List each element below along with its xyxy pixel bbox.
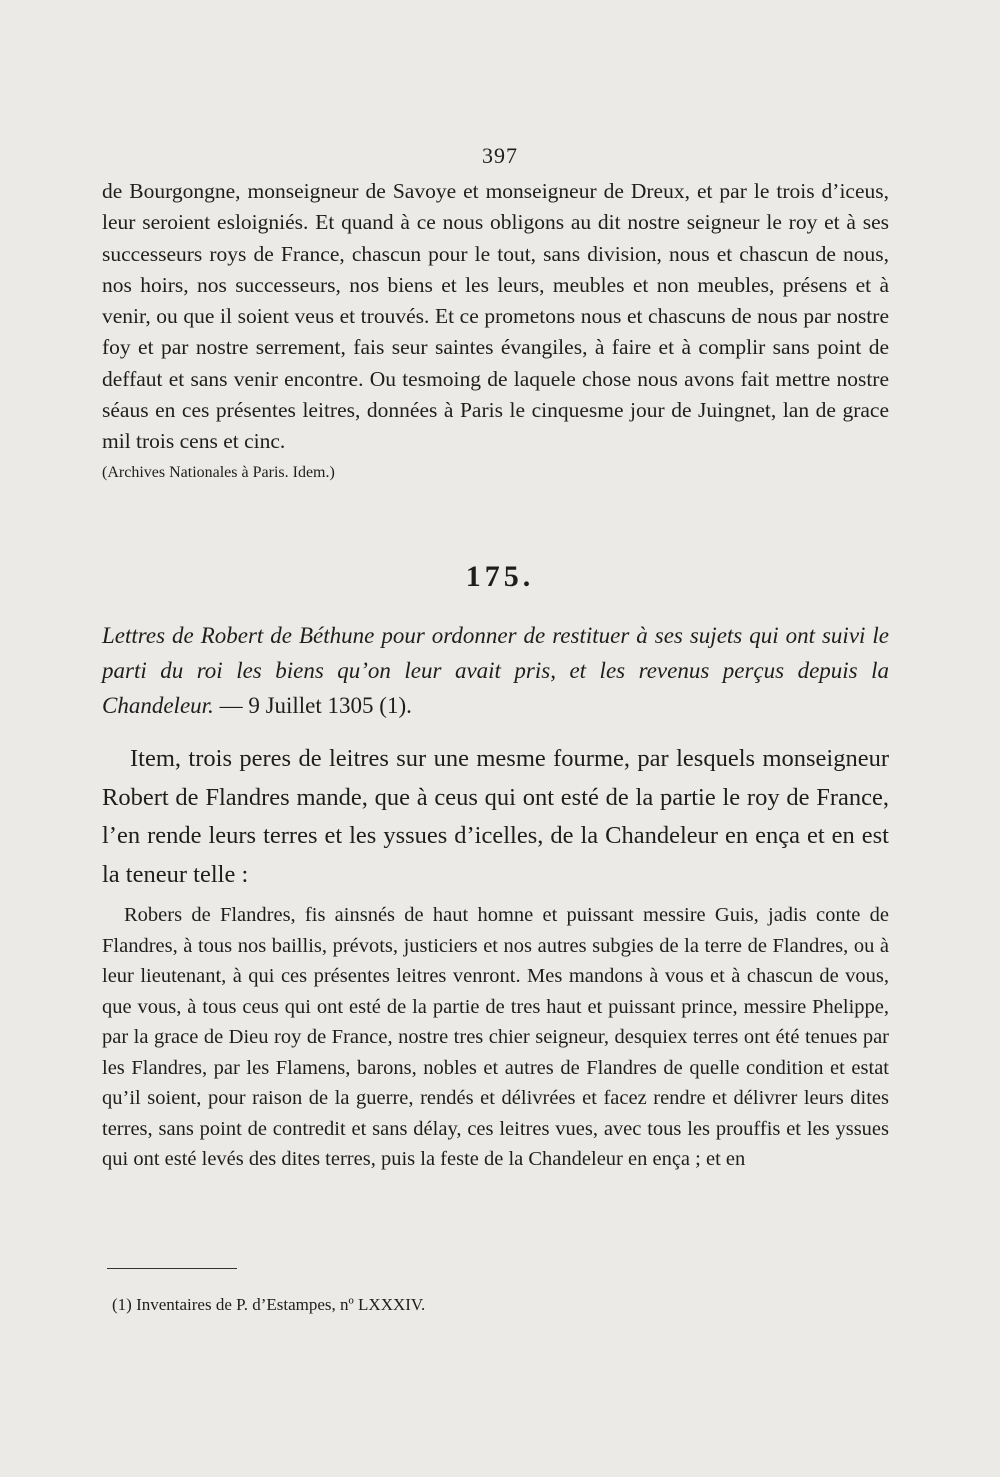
footnote-divider xyxy=(107,1268,237,1269)
document-heading xyxy=(102,618,889,723)
continuation-paragraph xyxy=(102,176,889,484)
intro-paragraph xyxy=(102,740,889,894)
document-date: — 9 Juillet 1305 (1). xyxy=(219,693,412,718)
document-number: 175. xyxy=(465,560,535,593)
letter-body-paragraph: Robers de Flandres, fis ainsnés de haut homne et puissant messire Guis, jadis conte de Flandres, à tous nos baillis, prévots, justiciers et nos autres subgies de la terre de Flandres, ou à leur lieutenant, à qui ces présentes leitres venront. Mes mandons à vous et à chascun de vous, que vous, à tous ceus qui ont esté de la partie de tres haut et puissant prince, messire Phelippe, par la grace de Dieu roy de France, nostre tres chier seigneur, desquiex terres ont été tenues par les Flandres, par les Flamens, barons, nobles et autres de Flandres de quelle condition et estat qu’il soient, pour raison de la guerre, rendés et délivrées et facez rendre et délivrer leurs dites terres, sans point de contredit et sans délay, ces leitres vues, avec tous les prouffis et les yssues qui ont esté levés des dites terres, puis la feste de la Chandeleur en ença ; et en xyxy=(102,904,889,1170)
intro-text: monseigneur Robert de Flandres mande, que à ceus qui ont esté de la partie le roy de France, l’en rende leurs terres et les yssues d’icelles, de la Chandeleur en ença et en est la teneur telle : xyxy=(102,745,890,888)
footnote: (1) Inventaires de P. d’Estampes, nº LXXXIV. xyxy=(112,1295,426,1314)
intro-first-line: Item, trois peres de leitres sur une mesme fourme, par lesquels xyxy=(130,745,756,772)
page-number: 397 xyxy=(482,143,518,168)
continuation-text: de Bourgongne, monseigneur de Savoye et monseigneur de Dreux, et par le trois d’iceus, leur seroient esloigniés. Et quand à ce nous obligons au dit nostre seigneur le roy et à ses successeurs roys de France, chascun pour le tout, sans division, nous et chascun de nous, nos hoirs, nos successeurs, nos biens et les leurs, meubles et non meubles, présens et à venir, ou que il soient veus et trouvés. Et ce prometons nous et chascuns de nous par nostre foy et par nostre serrement, fais seur saintes évangiles, à faire et à complir sans point de deffaut et sans venir encontre. Ou tesmoing de laquele chose nous avons fait mettre nostre séaus en ces présentes leitres, données à Paris le cinquesme jour de Juingnet, lan de grace mil trois cens et cinc. xyxy=(102,179,889,454)
archive-source-citation: (Archives Nationales à Paris. Idem.) xyxy=(102,463,335,481)
document-title: Lettres de Robert de Béthune pour ordonner de restituer à ses sujets qui ont suivi le parti du roi les biens qu’on leur avait pris, et les revenus perçus depuis la Chandeleur. xyxy=(102,623,889,718)
